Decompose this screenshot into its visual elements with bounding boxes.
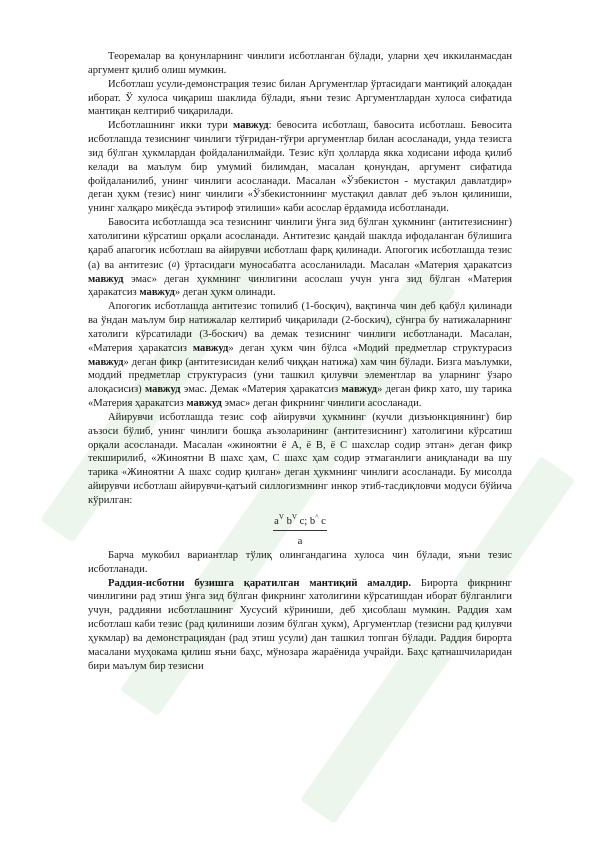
formula-numerator: $a^V$ $b^V$ c; b^ c	[273, 510, 327, 531]
paragraph-5: Апогогик исботлашда антитезис топилиб (1-босқич), вақтинча чин деб қабўл қилинади ва ўндан маълум бир натижалар келтириб чиқарилади (2-боскич), сўнгра бу натижаларнинг хатолиги кўрсатилади (3-боскич) ва демак тезиснинг чинлиги исботланади. Масалан, «Материя ҳаракатсиз мавжуд» деган ҳукм чин бўлса «Модий предметлар структурасиз мавжуд» деган фикр (антитезисидан келиб чиққан натижа) хам чин бўлади. Бизга маълумки, моддий предметлар структурасиз (уни ташкил қилувчи элементлар ва уларнинг ўзаро алоқасисиз) мавжуд эмас. Демак «Материя ҳаракатсиз мавжуд» деган фикр хато, шу тарика «Материя ҳаракатсиз мавжуд эмас» деган фикрнинг чинлиги асосланади.	[88, 301, 512, 410]
paragraph-6: Айирувчи исботлашда тезис соф айирувчи ҳукмнинг (кучли дизъюнкциянинг) бир аъзоси бўлиб, унинг чинлиги бошқа аъзоларининг (антитезиснинг) хатолигини кўрсатиш орқали асосланади. Масалан «жиноятни ё А, ё В, ё С шахслар содир этган» деган фикр текширилиб, «Жиноятни В шахс ҳам, С шахс ҳам содир этмаганлиги аниқланади ва шу тарика «Жиноятни А шахс содир қилган» деган ҳукмнинг чинлиги асосланади. Бу мисолда айирувчи исботлаш айирувчи-қатъий силлогизмнинг инкор этиб-тасдиқловчи модуси бўйича кўрилган:	[88, 411, 512, 506]
antithesis-symbol: a	[171, 258, 177, 269]
paragraph-7: Барча мукобил вариантлар тўлиқ олингандагина хулоса чин бўлади, яъни тезис исботланади.	[88, 549, 512, 575]
paragraph-3: Исботлашнинг икки тури мавжуд: бевосита исботлаш, бавосита исботлаш. Бевосита исботлашда тезиснинг чинлиги тўғридан-тўғри аргументлар билан асосланади, унда тезисга зид бўлган ҳукмлардан фойдаланилмайди. Тезис кўп ҳолларда якка ходисани ифода қилиб келади ва маълум бир умумий билимдан, масалан қонундан, аргумент сифатида фойдаланилиб, унинг чинлиги асосланади. Масалан «Ўзбекистон - мустақил давлатдир» деган ҳукм (тезис) нинг чинлиги «Ўзбекистоннинг мустақил давлат деб эълон қилиниши, унинг халқаро миқёсда эътироф этилиши» каби асослар ёрдамида исботланади.	[88, 120, 512, 215]
document-body	[88, 50, 512, 673]
section-heading: Раддия-исботни бузишга қаратилган мантиқий амалдир.	[108, 577, 412, 589]
syllogism-formula	[88, 510, 512, 549]
formula-denominator: a	[297, 535, 303, 547]
paragraph-2: Исботлаш усули-демонстрация тезис билан Аргументлар ўртасидаги мантиқий алоқадан иборат. Ў хулоса чиқариш шаклида бўлади, яъни тезис Аргументлардан хулоса сифатида мантиқан келтириб чиқарилади.	[88, 78, 512, 118]
paragraph-4: Бавосита исботлашда эса тезиснинг чинлиги ўнга зид бўлган ҳукмнинг (антитезиснинг) хатолигини кўрсатиш орқали асосланади. Антитезис қандай шаклда ифодаланган бўлишига қараб апагогик исботлаш ва айирувчи исботлаш фарқ қилинади. Апогогик исботлашда тезис (а) ва антитезис (a) ўртасидаги муносабатга асосланилади. Масалан «Материя ҳаракатсиз мавжуд эмас» деган ҳукмнинг чинлигини асослаш учун унга зид бўлган «Материя ҳаракатсиз мавжуд» деган ҳукм олинади.	[88, 217, 512, 299]
paragraph-1: Теоремалар ва қонунларнинг чинлиги исботланган бўлади, уларни ҳеч иккиланмасдан аргумент қилиб олиш мумкин.	[88, 51, 512, 76]
paragraph-8: Раддия-исботни бузишга қаратилган мантиқий амалдир. Бирорта фикрнинг чинлигини рад этиш ўнга зид бўлган фикрнинг хатолигини кўрсатишдан иборат бўлганлиги учун, раддияни исботлашнинг Хусусий кўриниши, деб ҳисоблаш мумкин. Раддия хам исботлаш каби тезис (рад қилиниши лозим бўлган ҳукм), Аргументлар (тезисни рад қилувчи ҳукмлар) ва демонстрациядан (рад этиш усули) дан ташкил топган бўлади. Раддия бирорта масалани муҳокама қилиш яъни баҳс, мўнозара жараёнида учрайди. Баҳс қатнашчиларидан бири маълум бир тезисни	[88, 577, 512, 672]
